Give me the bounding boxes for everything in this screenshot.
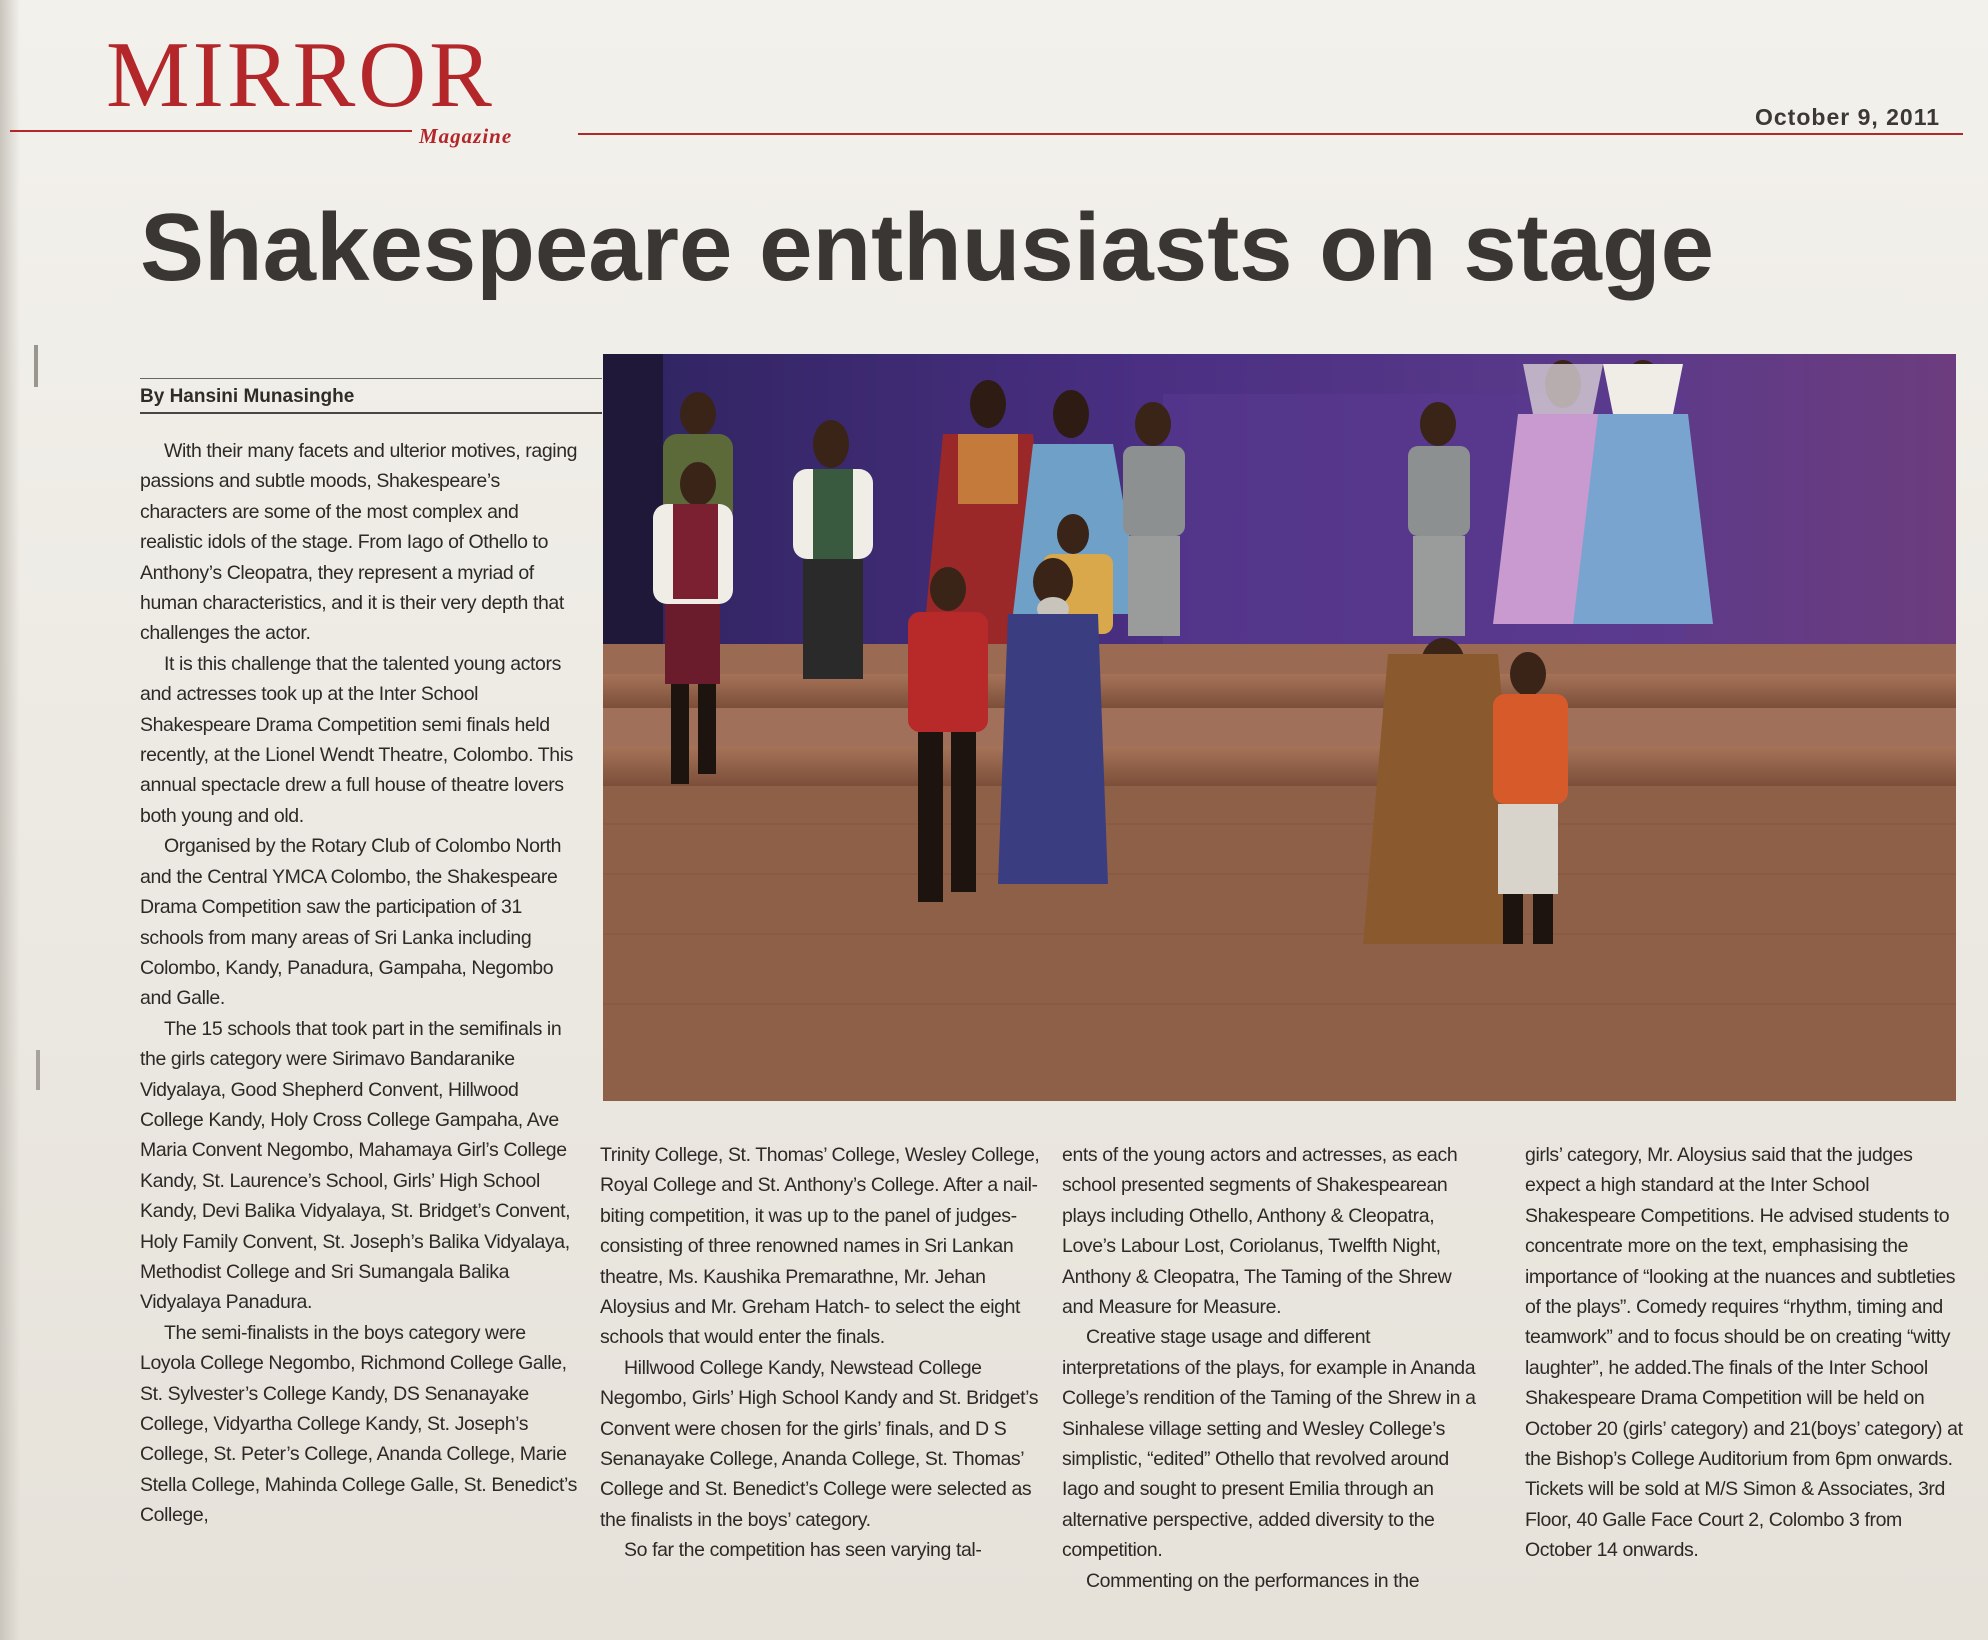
binding-mark	[36, 1050, 40, 1090]
binding-mark	[34, 345, 38, 387]
byline-rule-bottom	[140, 412, 602, 414]
article-column-3	[1062, 1140, 1480, 1596]
paragraph: It is this challenge that the talented young actors and actresses took up at the Inter School Shakespeare Drama Competition semi finals held recently, at the Lionel Wendt Theatre, Colombo. This annual spectacle drew a full house of theatre lovers both young and old.	[140, 652, 574, 827]
paragraph: girls’ category, Mr. Aloysius said that the judges expect a high standard at the Inter School Shakespeare Competitions. He advised students to concentrate more on the text, emphasising the importance of “looking at the nuances and subtleties of the plays”. Comedy requires “rhythm, timing and teamwork” and to focus should be on creating “witty laughter”, he added.The finals of the Inter School Shakespeare Drama Competition will be held on October 20 (girls’ category) and 21(boys’ category) at the Bishop’s College Auditorium from 6pm onwards. Tickets will be sold at M/S Simon & Associates, 3rd Floor, 40 Galle Face Court 2, Colombo 3 from October 14 onwards.	[1525, 1144, 1963, 1562]
masthead-rule-left	[10, 130, 412, 132]
byline-rule-top	[140, 378, 602, 379]
paragraph: The semi-finalists in the boys category were Loyola College Negombo, Richmond College Galle, St. Sylvester’s College Kandy, DS Senanayake College, Vidyartha College Kandy, St. Joseph’s College, St. Peter’s College, Ananda College, Marie Stella College, Mahinda College Galle, St. Benedict’s College,	[140, 1321, 577, 1527]
masthead-rule-right	[578, 133, 1963, 135]
article-column-4	[1525, 1140, 1965, 1566]
paragraph: Trinity College, St. Thomas’ College, Wesley College, Royal College and St. Anthony’s College. After a nail-biting competition, it was up to the panel of judges- consisting of three renowned names in Sri Lankan theatre, Ms. Kaushika Premarathne, Mr. Jehan Aloysius and Mr. Greham Hatch- to select the eight schools that would enter the finals.	[600, 1144, 1040, 1349]
masthead-title: MIRROR	[106, 23, 495, 127]
paragraph: So far the competition has seen varying tal-	[624, 1539, 982, 1562]
page-edge-shadow	[0, 0, 20, 1640]
paragraph: With their many facets and ulterior motives, raging passions and subtle moods, Shakespeare’s characters are some of the most complex and realistic idols of the stage. From Iago of Othello to Anthony’s Cleopatra, they represent a myriad of human characteristics, and it is their very depth that challenges the actor.	[140, 440, 578, 645]
paragraph: Organised by the Rotary Club of Colombo North and the Central YMCA Colombo, the Shakespeare Drama Competition saw the participation of 31 schools from many areas of Sri Lanka including Colombo, Kandy, Panadura, Gampaha, Negombo and Galle.	[140, 835, 562, 1010]
stage-photo-illustration	[603, 354, 1956, 1101]
article-column-1	[140, 436, 580, 1531]
stage-performance-photo	[603, 354, 1956, 1101]
paragraph: The 15 schools that took part in the semifinals in the girls category were Sirimavo Bandaranike Vidyalaya, Good Shepherd Convent, Hillwood College Kandy, Holy Cross College Gampaha, Ave Maria Convent Negombo, Mahamaya Girl’s College Kandy, St. Laurence’s School, Girls’ High School Kandy, Devi Balika Vidyalaya, St. Bridget’s Convent, Holy Family Convent, St. Joseph’s Balika Vidyalaya, Methodist College and Sri Sumangala Balika Vidyalaya Panadura.	[140, 1017, 571, 1314]
masthead-subtitle: Magazine	[419, 124, 513, 148]
article-headline: Shakespeare enthusiasts on stage	[140, 194, 1714, 301]
paragraph: ents of the young actors and actresses, as each school presented segments of Shakespearean plays including Othello, Anthony & Cleopatra, Love’s Labour Lost, Coriolanus, Twelfth Night, Anthony & Cleopatra, The Taming of the Shrew and Measure for Measure.	[1062, 1144, 1458, 1319]
paragraph: Commenting on the performances in the	[1086, 1569, 1420, 1592]
issue-date: October 9, 2011	[1755, 104, 1941, 130]
paragraph: Creative stage usage and different interpretations of the plays, for example in Ananda College’s rendition of the Taming of the Shrew in a Sinhalese village setting and Wesley College’s simplistic, “edited” Othello that revolved around Iago and sought to present Emilia through an alternative perspective, added diversity to the competition.	[1062, 1326, 1476, 1562]
article-column-2	[600, 1140, 1040, 1566]
article-byline: By Hansini Munasinghe	[140, 386, 355, 407]
paragraph: Hillwood College Kandy, Newstead College Negombo, Girls’ High School Kandy and St. Bridget’s Convent were chosen for the girls’ finals, and D S Senanayake College, Ananda College, St. Thomas’ College and St. Benedict’s College were selected as the finalists in the boys’ category.	[600, 1356, 1039, 1531]
